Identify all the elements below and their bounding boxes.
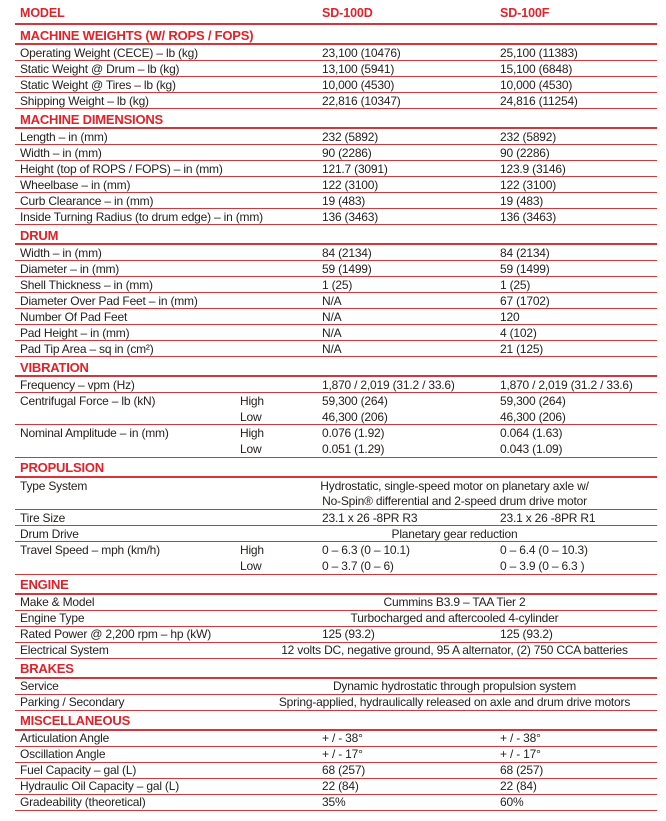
row-span-value: 12 volts DC, negative ground, 95 A alternator, (2) 750 CCA batteries (281, 643, 628, 657)
row-sublabel: Low (240, 441, 262, 456)
section-title: MISCELLANEOUS (15, 713, 657, 731)
row-value-sd100d: N/A (322, 341, 342, 356)
spec-row (15, 129, 657, 145)
row-value-sd100f: 21 (125) (500, 341, 544, 356)
row-value-sd100d: 23,100 (10476) (322, 45, 401, 60)
row-value-sd100d: N/A (322, 309, 342, 324)
spec-row-line (15, 542, 657, 558)
row-value-sd100d: + / - 38° (322, 731, 363, 745)
spec-row-line (15, 510, 657, 525)
row-sublabel: Low (240, 558, 262, 573)
row-value-sd100f: 1,870 / 2,019 (31.2 / 33.6) (500, 377, 633, 392)
row-label: Static Weight @ Tires – lb (kg) (20, 77, 176, 92)
spec-row (15, 61, 657, 77)
spec-row-line (15, 695, 657, 710)
row-value-sd100d: 122 (3100) (322, 177, 379, 192)
row-label: Width – in (mm) (20, 145, 102, 160)
row-value-sd100d: N/A (322, 325, 342, 340)
spec-row-line (15, 595, 657, 610)
row-label: Curb Clearance – in (mm) (20, 193, 154, 208)
spec-row (15, 77, 657, 93)
spec-row-line (15, 61, 657, 76)
spec-row-line (15, 478, 657, 494)
spec-row (15, 611, 657, 627)
spec-row-line (15, 145, 657, 160)
spec-row (15, 393, 657, 425)
row-value-sd100f: 22 (84) (500, 779, 537, 793)
spec-row (15, 309, 657, 325)
spec-row (15, 325, 657, 341)
row-value-sd100f: 59 (1499) (500, 261, 550, 276)
spec-row (15, 779, 657, 795)
row-label: Shell Thickness – in (mm) (20, 277, 153, 292)
spec-row-line (15, 93, 657, 108)
row-value-sd100d: 19 (483) (322, 193, 366, 208)
row-label: Diameter – in (mm) (20, 261, 120, 276)
row-value-sd100d: 68 (257) (322, 763, 366, 777)
row-label: Make & Model (20, 595, 95, 609)
spec-row (15, 193, 657, 209)
spec-row (15, 526, 657, 542)
spec-row-line (15, 309, 657, 324)
row-label: Shipping Weight – lb (kg) (20, 93, 149, 108)
section-title: PROPULSION (15, 460, 657, 478)
row-value-sd100f: 19 (483) (500, 193, 544, 208)
row-value-sd100f: 24,816 (11254) (500, 93, 578, 108)
row-span-value: No-Spin® differential and 2-speed drum drive motor (322, 494, 587, 509)
section-title: DRUM (15, 227, 657, 245)
row-value-sd100d: 125 (93.2) (322, 627, 375, 641)
spec-row (15, 161, 657, 177)
row-span-value: Turbocharged and aftercooled 4-cylinder (350, 611, 559, 625)
row-value-sd100f: 15,100 (6848) (500, 61, 573, 76)
spec-row (15, 695, 657, 711)
spec-table-body (15, 27, 657, 811)
spec-row (15, 209, 657, 225)
row-value-sd100d: 121.7 (3091) (322, 161, 388, 176)
row-label: Diameter Over Pad Feet – in (mm) (20, 293, 198, 308)
row-label: Static Weight @ Drum – lb (kg) (20, 61, 180, 76)
spec-row-line (15, 177, 657, 192)
spec-row (15, 795, 657, 811)
spec-row-line (15, 493, 657, 509)
row-label: Oscillation Angle (20, 747, 106, 761)
spec-row-line (15, 341, 657, 356)
row-value-sd100d: 22,816 (10347) (322, 93, 401, 108)
spec-row (15, 595, 657, 611)
row-label: Pad Tip Area – sq in (cm²) (20, 341, 154, 356)
row-value-sd100f: 59,300 (264) (500, 393, 566, 408)
row-value-sd100d: 59 (1499) (322, 261, 372, 276)
section-title: BRAKES (15, 661, 657, 679)
row-value-sd100f: 67 (1702) (500, 293, 550, 308)
section-title: VIBRATION (15, 359, 657, 377)
spec-row (15, 478, 657, 510)
spec-row-line (15, 409, 657, 425)
spec-row-line (15, 779, 657, 794)
spec-row-line (15, 193, 657, 208)
row-value-sd100d: 0.076 (1.92) (322, 426, 385, 441)
column-header-sd100f: SD-100F (500, 6, 550, 20)
row-value-sd100d: 0.051 (1.29) (322, 441, 385, 456)
row-value-sd100f: 123.9 (3146) (500, 161, 566, 176)
row-value-sd100f: 46,300 (206) (500, 409, 566, 424)
row-label: Drum Drive (20, 526, 79, 541)
spec-row-line (15, 731, 657, 746)
row-label: Nominal Amplitude – in (mm) (20, 426, 169, 441)
row-label: Rated Power @ 2,200 rpm – hp (kW) (20, 627, 211, 641)
row-value-sd100f: 0.064 (1.63) (500, 426, 563, 441)
row-label: Fuel Capacity – gal (L) (20, 763, 137, 777)
spec-row (15, 627, 657, 643)
row-value-sd100f: 23.1 x 26 -8PR R1 (500, 510, 596, 525)
spec-row-line (15, 209, 657, 224)
spec-row-line (15, 393, 657, 409)
spec-row (15, 731, 657, 747)
row-value-sd100d: 59,300 (264) (322, 393, 388, 408)
row-value-sd100f: 136 (3463) (500, 209, 557, 224)
row-label: Width – in (mm) (20, 245, 102, 260)
row-value-sd100f: 232 (5892) (500, 129, 557, 144)
row-label: Engine Type (20, 611, 85, 625)
row-label: Inside Turning Radius (to drum edge) – in (mm) (20, 209, 263, 224)
row-label: Height (top of ROPS / FOPS) – in (mm) (20, 161, 223, 176)
spec-row (15, 679, 657, 695)
row-sublabel: Low (240, 409, 262, 424)
spec-row (15, 45, 657, 61)
row-value-sd100d: 13,100 (5941) (322, 61, 395, 76)
row-value-sd100d: 23.1 x 26 -8PR R3 (322, 510, 418, 525)
row-sublabel: High (240, 426, 264, 441)
spec-row (15, 293, 657, 309)
spec-row-line (15, 763, 657, 778)
row-label: Centrifugal Force – lb (kN) (20, 393, 156, 408)
spec-row (15, 341, 657, 357)
spec-row-line (15, 679, 657, 694)
row-label: Wheelbase – in (mm) (20, 177, 131, 192)
row-label: Travel Speed – mph (km/h) (20, 542, 160, 557)
spec-row (15, 747, 657, 763)
row-value-sd100f: 25,100 (11383) (500, 45, 578, 60)
row-value-sd100d: 232 (5892) (322, 129, 379, 144)
row-value-sd100d: 35% (322, 795, 346, 809)
spec-row-line (15, 643, 657, 658)
row-value-sd100f: 122 (3100) (500, 177, 557, 192)
spec-row-line (15, 325, 657, 340)
row-value-sd100f: 68 (257) (500, 763, 544, 777)
spec-row-line (15, 441, 657, 457)
spec-row-line (15, 161, 657, 176)
section-title: MACHINE DIMENSIONS (15, 111, 657, 129)
column-header-sd100d: SD-100D (322, 6, 373, 20)
spec-row (15, 245, 657, 261)
spec-row (15, 763, 657, 779)
row-span-value: Spring-applied, hydraulically released on axle and drum drive motors (278, 695, 631, 709)
row-sublabel: High (240, 542, 264, 557)
spec-row (15, 261, 657, 277)
spec-row-line (15, 526, 657, 541)
row-label: Length – in (mm) (20, 129, 108, 144)
row-span-value: Dynamic hydrostatic through propulsion system (332, 679, 577, 693)
row-label: Hydraulic Oil Capacity – gal (L) (20, 779, 179, 793)
row-value-sd100d: 22 (84) (322, 779, 359, 793)
row-value-sd100f: 10,000 (4530) (500, 77, 573, 92)
spec-row-line (15, 747, 657, 762)
row-value-sd100d: 1,870 / 2,019 (31.2 / 33.6) (322, 377, 455, 392)
row-value-sd100d: 10,000 (4530) (322, 77, 395, 92)
spec-row-line (15, 293, 657, 308)
row-value-sd100d: + / - 17° (322, 747, 363, 761)
row-value-sd100f: 0.043 (1.09) (500, 441, 563, 456)
spec-row (15, 425, 657, 457)
row-label: Number Of Pad Feet (20, 309, 128, 324)
spec-row-line (15, 45, 657, 60)
row-value-sd100f: 84 (2134) (500, 245, 550, 260)
row-value-sd100f: 125 (93.2) (500, 627, 553, 641)
row-label: Operating Weight (CECE) – lb (kg) (20, 45, 198, 60)
spec-row-line (15, 795, 657, 810)
spec-row-line (15, 277, 657, 292)
spec-row-line (15, 558, 657, 574)
spec-row (15, 145, 657, 161)
spec-row (15, 643, 657, 659)
row-span-value: Hydrostatic, single-speed motor on planetary axle w/ (320, 478, 589, 493)
spec-row-line (15, 425, 657, 441)
row-value-sd100f: 4 (102) (500, 325, 537, 340)
row-value-sd100d: 0 – 6.3 (0 – 10.1) (322, 542, 410, 557)
row-label: Articulation Angle (20, 731, 110, 745)
row-value-sd100f: 90 (2286) (500, 145, 550, 160)
spec-row-line (15, 261, 657, 276)
row-label: Type System (20, 478, 88, 493)
spec-row (15, 510, 657, 526)
row-label: Frequency – vpm (Hz) (20, 377, 135, 392)
section-title: MACHINE WEIGHTS (W/ ROPS / FOPS) (15, 27, 657, 45)
row-value-sd100f: 60% (500, 795, 524, 809)
row-value-sd100d: 136 (3463) (322, 209, 379, 224)
row-value-sd100d: 0 – 3.7 (0 – 6) (322, 558, 394, 573)
spec-row (15, 93, 657, 109)
spec-row-line (15, 627, 657, 642)
model-column-header: MODEL (20, 6, 65, 20)
spec-row-line (15, 129, 657, 144)
row-label: Tire Size (20, 510, 66, 525)
table-header-row (15, 2, 657, 25)
spec-row-line (15, 245, 657, 260)
spec-row-line (15, 77, 657, 92)
spec-row (15, 542, 657, 574)
row-label: Parking / Secondary (20, 695, 125, 709)
row-value-sd100d: 84 (2134) (322, 245, 372, 260)
row-value-sd100f: + / - 17° (500, 747, 541, 761)
row-label: Electrical System (20, 643, 109, 657)
row-label: Pad Height – in (mm) (20, 325, 130, 340)
row-span-value: Cummins B3.9 – TAA Tier 2 (383, 595, 526, 609)
row-label: Gradeability (theoretical) (20, 795, 146, 809)
row-value-sd100f: 1 (25) (500, 277, 531, 292)
spec-row-line (15, 611, 657, 626)
row-value-sd100f: + / - 38° (500, 731, 541, 745)
row-value-sd100d: 90 (2286) (322, 145, 372, 160)
row-value-sd100f: 0 – 3.9 (0 – 6.3 ) (500, 558, 585, 573)
row-value-sd100f: 120 (500, 309, 520, 324)
row-value-sd100f: 0 – 6.4 (0 – 10.3) (500, 542, 588, 557)
row-label: Service (20, 679, 59, 693)
spec-row (15, 377, 657, 393)
section-title: ENGINE (15, 577, 657, 595)
row-value-sd100d: 46,300 (206) (322, 409, 388, 424)
spec-row-line (15, 377, 657, 392)
row-sublabel: High (240, 393, 264, 408)
spec-row (15, 177, 657, 193)
spec-row (15, 277, 657, 293)
row-value-sd100d: 1 (25) (322, 277, 353, 292)
row-value-sd100d: N/A (322, 293, 342, 308)
row-span-value: Planetary gear reduction (391, 526, 518, 541)
